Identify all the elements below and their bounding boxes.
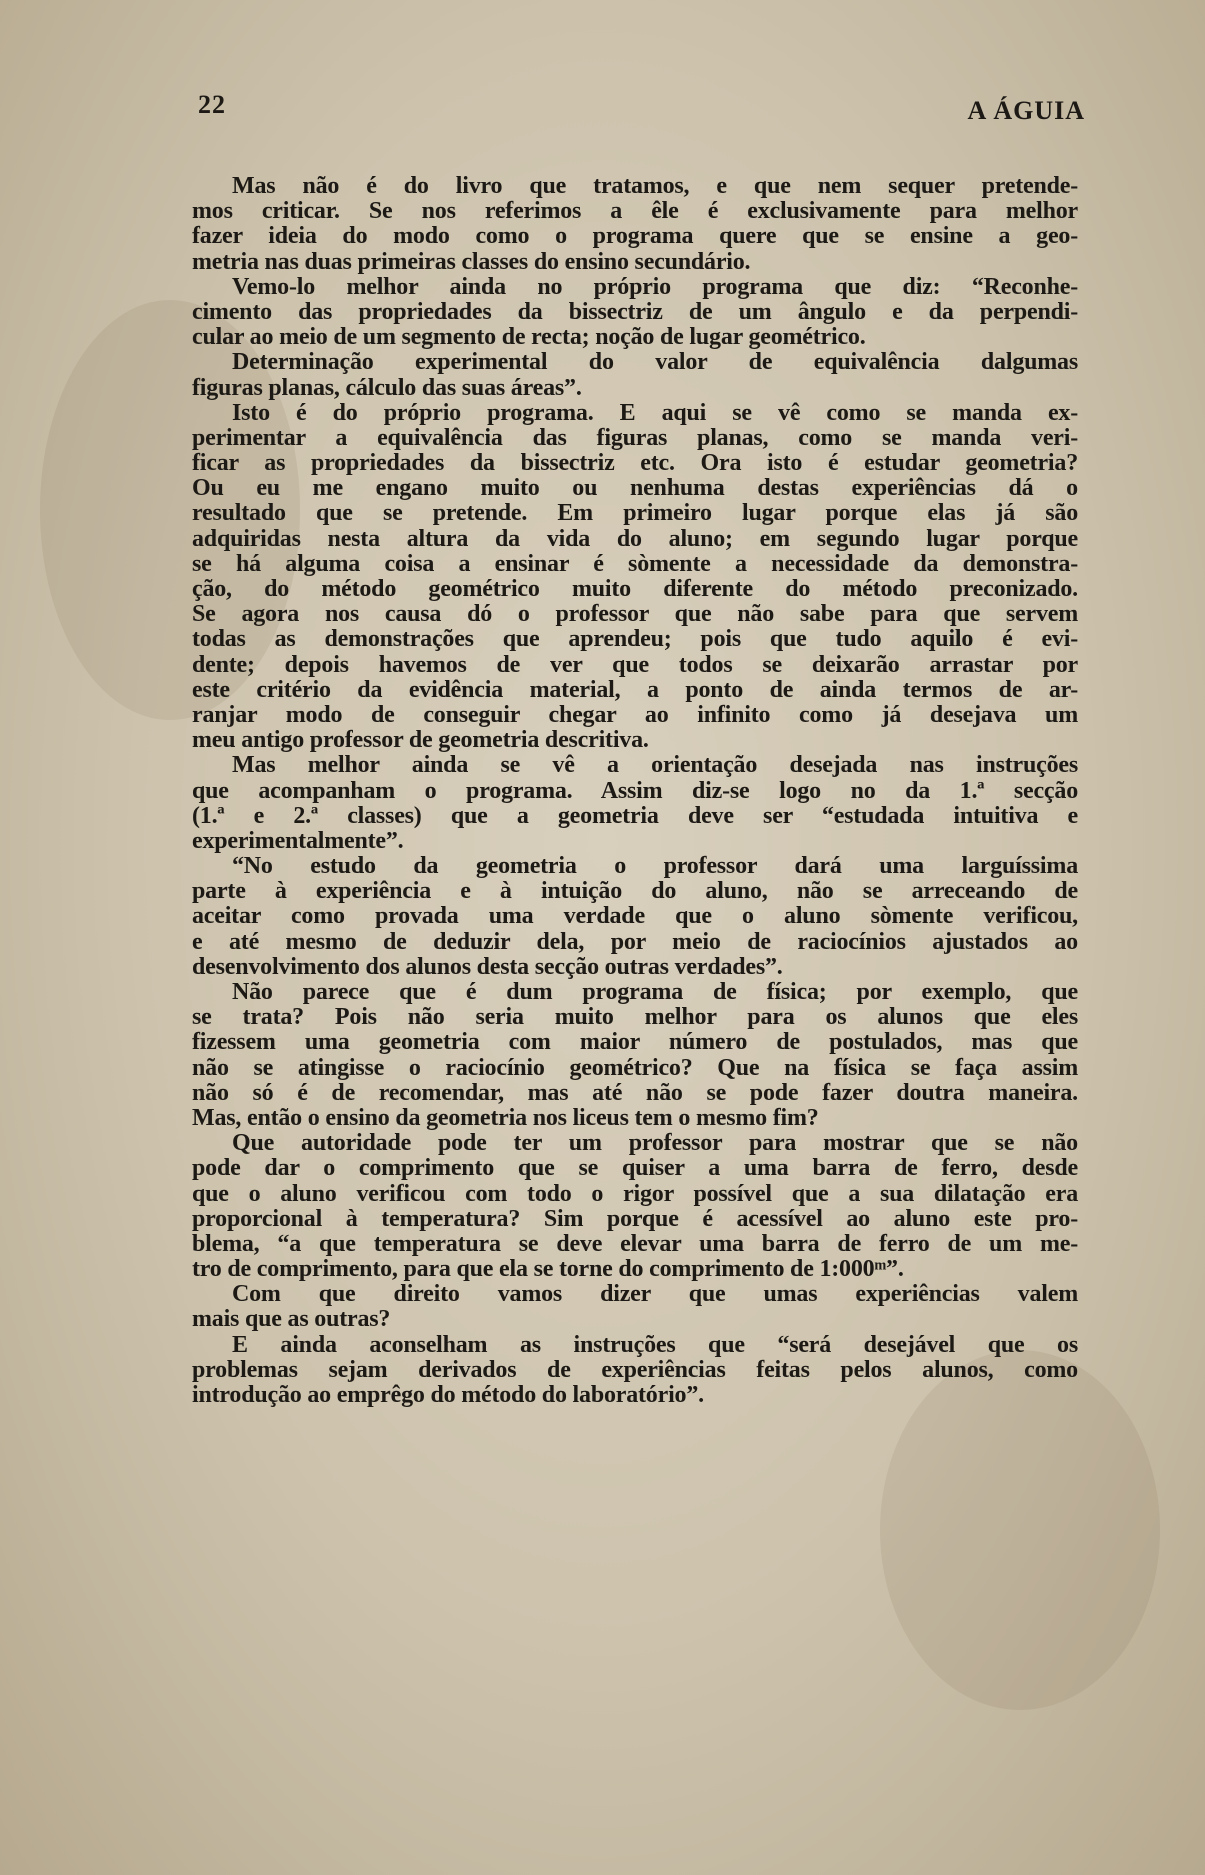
text-line: introdução ao emprêgo do método do laboratório”. [192, 1382, 704, 1408]
text-line: que o aluno verificou com todo o rigor possível que a sua dilatação era [192, 1180, 1078, 1207]
text-line: figuras planas, cálculo das suas áreas”. [192, 374, 582, 401]
text-line: Mas, então o ensino da geometria nos liceus tem o mesmo fim? [192, 1104, 819, 1131]
text-line: “No estudo da geometria o professor dará uma larguíssima [232, 853, 1078, 880]
text-line: adquiridas nesta altura da vida do aluno; em segundo lugar porque [192, 525, 1078, 552]
text-line: Com que direito vamos dizer que umas experiências valem [232, 1281, 1078, 1308]
text-line: Se agora nos causa dó o professor que não sabe para que servem [192, 601, 1078, 628]
text-line: problemas sejam derivados de experiências feitas pelos alunos, como [192, 1356, 1078, 1383]
text-line: se trata? Pois não seria muito melhor para os alunos que eles [192, 1004, 1078, 1031]
text-line: que acompanham o programa. Assim diz-se logo no da 1.ª secção [192, 777, 1078, 804]
text-line: ficar as propriedades da bissectriz etc. Ora isto é estudar geometria? [192, 450, 1078, 477]
text-line: (1.ª e 2.ª classes) que a geometria deve ser “estudada intuitiva e [192, 802, 1078, 829]
text-line: não se atingisse o raciocínio geométrico? Que na física se faça assim [192, 1054, 1078, 1081]
text-line: desenvolvimento dos alunos desta secção outras verdades”. [192, 953, 783, 980]
text-line: Mas melhor ainda se vê a orientação desejada nas instruções [232, 752, 1078, 779]
text-line: experimentalmente”. [192, 827, 404, 854]
text-line: cimento das propriedades da bissectriz de um ângulo e da perpendi- [192, 298, 1078, 325]
text-line: mos criticar. Se nos referimos a êle é exclusivamente para melhor [192, 198, 1078, 225]
text-line: metria nas duas primeiras classes do ensino secundário. [192, 248, 751, 275]
text-line: pode dar o comprimento que se quiser a uma barra de ferro, desde [192, 1155, 1078, 1182]
text-line: Mas não é do livro que tratamos, e que nem sequer pretende- [232, 173, 1078, 199]
text-line: ção, do método geométrico muito diferente do método preconizado. [192, 576, 1078, 602]
text-line: este critério da evidência material, a ponto de ainda termos de ar- [192, 676, 1078, 703]
text-line: fazer ideia do modo como o programa quere que se ensine a geo- [192, 223, 1078, 250]
text-line: ranjar modo de conseguir chegar ao infinito como já desejava um [192, 701, 1078, 728]
text-line: proporcional à temperatura? Sim porque é acessível ao aluno este pro- [192, 1205, 1078, 1232]
text-line: dente; depois havemos de ver que todos se deixarão arrastar por [192, 651, 1078, 678]
text-line: Não parece que é dum programa de física; por exemplo, que [232, 979, 1078, 1005]
text-line: blema, “a que temperatura se deve elevar uma barra de ferro de um me- [192, 1230, 1078, 1257]
text-line: Determinação experimental do valor de equivalência dalgumas [232, 349, 1078, 376]
text-line: se há alguma coisa a ensinar é sòmente a necessidade da demonstra- [192, 550, 1078, 577]
body-text [192, 174, 1078, 1408]
page-number: 22 [198, 90, 226, 119]
text-line: Ou eu me engano muito ou nenhuma destas experiências dá o [192, 475, 1078, 502]
text-line: E ainda aconselham as instruções que “será desejável que os [232, 1331, 1078, 1358]
text-line: e até mesmo de deduzir dela, por meio de raciocínios ajustados ao [192, 928, 1078, 955]
text-line: aceitar como provada uma verdade que o aluno sòmente verificou, [192, 903, 1078, 930]
running-title: A ÁGUIA [967, 96, 1085, 125]
text-line: resultado que se pretende. Em primeiro lugar porque elas já são [192, 500, 1078, 527]
text-line: cular ao meio de um segmento de recta; noção de lugar geométrico. [192, 324, 866, 351]
text-line: não só é de recomendar, mas até não se pode fazer doutra maneira. [192, 1079, 1078, 1106]
text-line: mais que as outras? [192, 1306, 391, 1333]
text-line: Vemo-lo melhor ainda no próprio programa que diz: “Reconhe- [232, 273, 1078, 300]
text-line: perimentar a equivalência das figuras planas, como se manda veri- [192, 424, 1078, 451]
text-line: Que autoridade pode ter um professor para mostrar que se não [232, 1130, 1078, 1157]
text-line: Isto é do próprio programa. E aqui se vê como se manda ex- [232, 399, 1078, 426]
text-line: fizessem uma geometria com maior número de postulados, mas que [192, 1029, 1078, 1056]
text-line: tro de comprimento, para que ela se torne do comprimento de 1:000ᵐ”. [192, 1256, 904, 1283]
text-line: todas as demonstrações que aprendeu; pois que tudo aquilo é evi- [192, 626, 1078, 653]
text-line: meu antigo professor de geometria descritiva. [192, 727, 649, 754]
text-line: parte à experiência e à intuição do aluno, não se arreceando de [192, 878, 1078, 905]
